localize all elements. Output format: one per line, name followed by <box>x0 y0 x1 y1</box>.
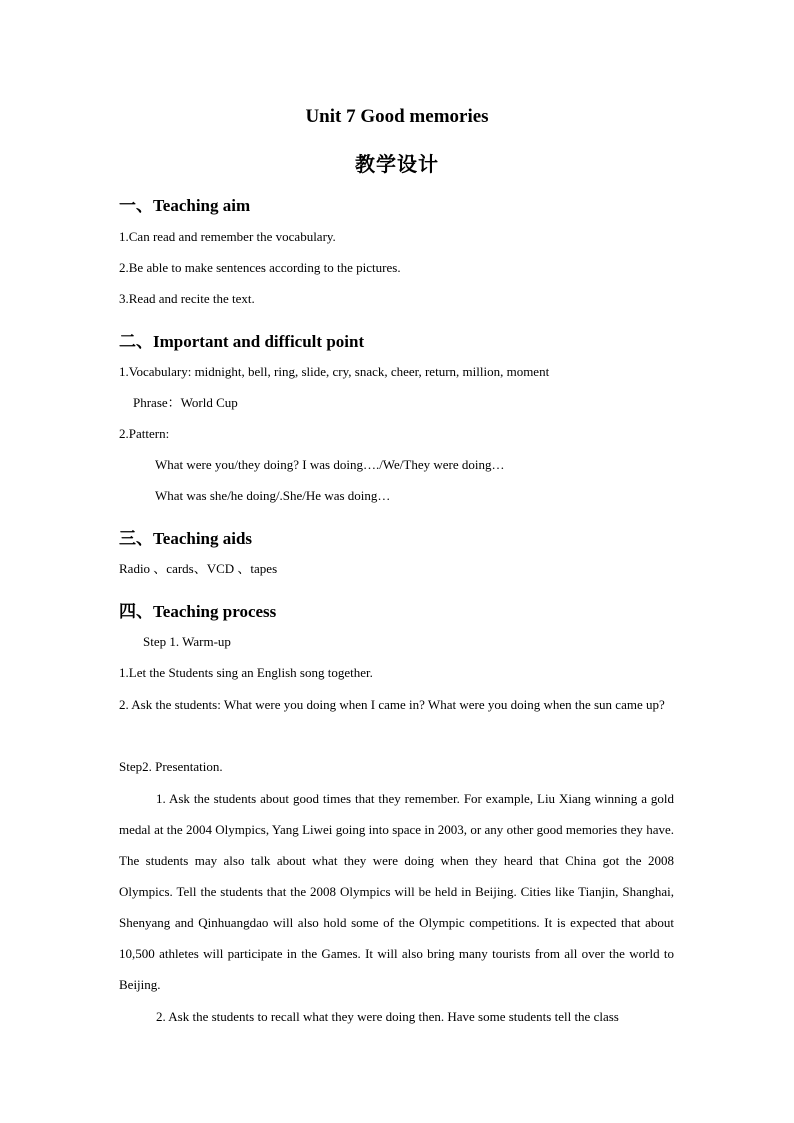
step2-paragraph-1: 1. Ask the students about good times that they remember. For example, Liu Xiang winning a gold medal at the 2004 Olympics, Yang Liwei going into space in 2003, or any other good memories they have. The students may also talk about what they were doing when they heard that China got the 2008 Olympics. Tell the students that the 2008 Olympics will be held in Beijing. Cities like Tianjin, Shanghai, Shenyang and Qinhuangdao will also hold some of the Olympic competitions. It is expected that about 10,500 athletes will participate in the Games. It will also bring many tourists from all over the world to Beijing. <box>119 791 674 992</box>
section-heading-teaching-aids: 三、Teaching aids <box>119 529 253 548</box>
pattern-line-1: What were you/they doing? I was doing…./We/They were doing… <box>155 457 505 472</box>
pattern-label: 2.Pattern: <box>119 426 170 441</box>
aids-line: Radio 、cards、VCD 、tapes <box>119 561 278 576</box>
document-subtitle: 教学设计 <box>355 154 439 176</box>
section-heading-important-point: 二、Important and difficult point <box>119 332 365 351</box>
step1-label: Step 1. Warm-up <box>143 634 231 649</box>
pattern-line-2: What was she/he doing/.She/He was doing… <box>155 488 391 503</box>
aim-item-1: 1.Can read and remember the vocabulary. <box>119 229 336 244</box>
aim-item-2: 2.Be able to make sentences according to the pictures. <box>119 260 401 275</box>
document-title: Unit 7 Good memories <box>305 106 489 127</box>
step1-item-1: 1.Let the Students sing an English song together. <box>119 665 373 680</box>
phrase-line: Phrase：World Cup <box>133 395 238 410</box>
step2-label: Step2. Presentation. <box>119 759 223 774</box>
step2-paragraph-2: 2. Ask the students to recall what they were doing then. Have some students tell the class <box>156 1009 619 1024</box>
step1-item-2: 2. Ask the students: What were you doing when I came in? What were you doing when the sun came up? <box>119 697 665 712</box>
vocabulary-line: 1.Vocabulary: midnight, bell, ring, slide, cry, snack, cheer, return, million, moment <box>119 364 550 379</box>
aim-item-3: 3.Read and recite the text. <box>119 291 255 306</box>
section-heading-teaching-process: 四、Teaching process <box>119 602 277 621</box>
section-heading-teaching-aim: 一、Teaching aim <box>119 196 251 215</box>
